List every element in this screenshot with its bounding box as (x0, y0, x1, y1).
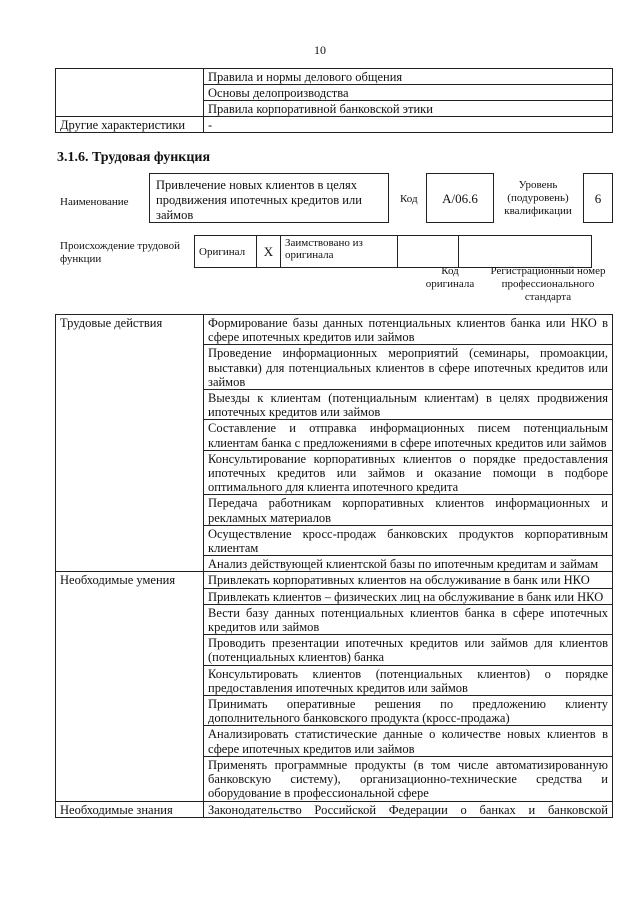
table-row (56, 801, 613, 817)
list-item: Передача работникам корпоративных клиентов информационных и рекламных материалов (204, 495, 613, 525)
origin-table (194, 235, 592, 268)
labor-actions-label: Трудовые действия (56, 315, 204, 572)
function-details-table (55, 314, 613, 818)
list-item: Формирование базы данных потенциальных клиентов банка или НКО в сфере ипотечных кредитов или займов (204, 315, 613, 345)
list-item: Проведение информационных мероприятий (семинары, промоакции, выставки) для потенциальных клиентов в сфере ипотечных кредитов или займов (204, 345, 613, 390)
list-item: Консультирование корпоративных клиентов о порядке предоставления ипотечных кредитов или займов и оказание помощи в подборе оптимального для клиента ипотечного кредита (204, 450, 613, 495)
required-knowledge-label: Необходимые знания (56, 801, 204, 817)
code-label: Код (400, 193, 418, 205)
level-value-box: 6 (583, 173, 613, 223)
list-item: Законодательство Российской Федерации о банках и банковской (204, 801, 613, 817)
table-cell: - (204, 117, 613, 133)
function-name-box: Привлечение новых клиентов в целях продвижения ипотечных кредитов или займов (149, 173, 389, 223)
table-cell: Основы делопроизводства (204, 85, 613, 101)
list-item: Принимать оперативные решения по предложению клиенту дополнительного банковского продукта (кросс-продажа) (204, 696, 613, 726)
continuation-table (55, 68, 613, 133)
list-item: Вести базу данных потенциальных клиентов банка в сфере ипотечных кредитов или займов (204, 604, 613, 634)
original-code-cell (398, 236, 459, 268)
list-item: Привлекать корпоративных клиентов на обслуживание в банк или НКО (204, 572, 613, 588)
reg-number-label: Регистрационный номер профессионального стандарта (490, 265, 606, 303)
table-cell: Правила корпоративной банковской этики (204, 101, 613, 117)
original-label: Оригинал (195, 236, 257, 268)
table-row (195, 236, 592, 268)
original-code-label: Код оригинала (425, 265, 475, 290)
required-skills-label: Необходимые умения (56, 572, 204, 801)
list-item: Применять программные продукты (в том числе автоматизированную банковскую систему), организационно-технические средства и оборудование в профессиональной сфере (204, 756, 613, 801)
origin-label: Происхождение трудовой функции (60, 240, 181, 265)
list-item: Осуществление кросс-продаж банковских продуктов корпоративным клиентам (204, 525, 613, 555)
reg-number-cell (459, 236, 592, 268)
page-number: 10 (314, 43, 326, 57)
list-item: Привлекать клиентов – физических лиц на обслуживание в банк или НКО (204, 588, 613, 604)
list-item: Анализ действующей клиентской базы по ипотечным кредитам и займам (204, 556, 613, 572)
list-item: Проводить презентации ипотечных кредитов или займов для клиентов (потенциальных клиентов) банка (204, 635, 613, 665)
section-heading: 3.1.6. Трудовая функция (57, 150, 211, 165)
original-mark: X (257, 236, 281, 268)
list-item: Консультировать клиентов (потенциальных клиентов) о порядке предоставления ипотечных кредитов или займов (204, 665, 613, 695)
list-item: Составление и отправка информационных писем потенциальным клиентам банка с предложениями в сфере ипотечных кредитов или займов (204, 420, 613, 450)
function-code-box: A/06.6 (426, 173, 494, 223)
table-row (56, 315, 613, 345)
table-row (56, 69, 613, 85)
table-row (56, 572, 613, 588)
category-cell (56, 69, 204, 117)
table-row (56, 117, 613, 133)
borrowed-label: Заимствовано из оригинала (281, 236, 398, 268)
category-cell: Другие характеристики (56, 117, 204, 133)
table-cell: Правила и нормы делового общения (204, 69, 613, 85)
list-item: Выезды к клиентам (потенциальным клиентам) в целях продвижения ипотечных кредитов или займов (204, 390, 613, 420)
name-label: Наименование (60, 196, 129, 208)
list-item: Анализировать статистические данные о количестве новых клиентов в сфере ипотечных кредитов или займов (204, 726, 613, 756)
level-label: Уровень (подуровень) квалификации (504, 179, 572, 217)
